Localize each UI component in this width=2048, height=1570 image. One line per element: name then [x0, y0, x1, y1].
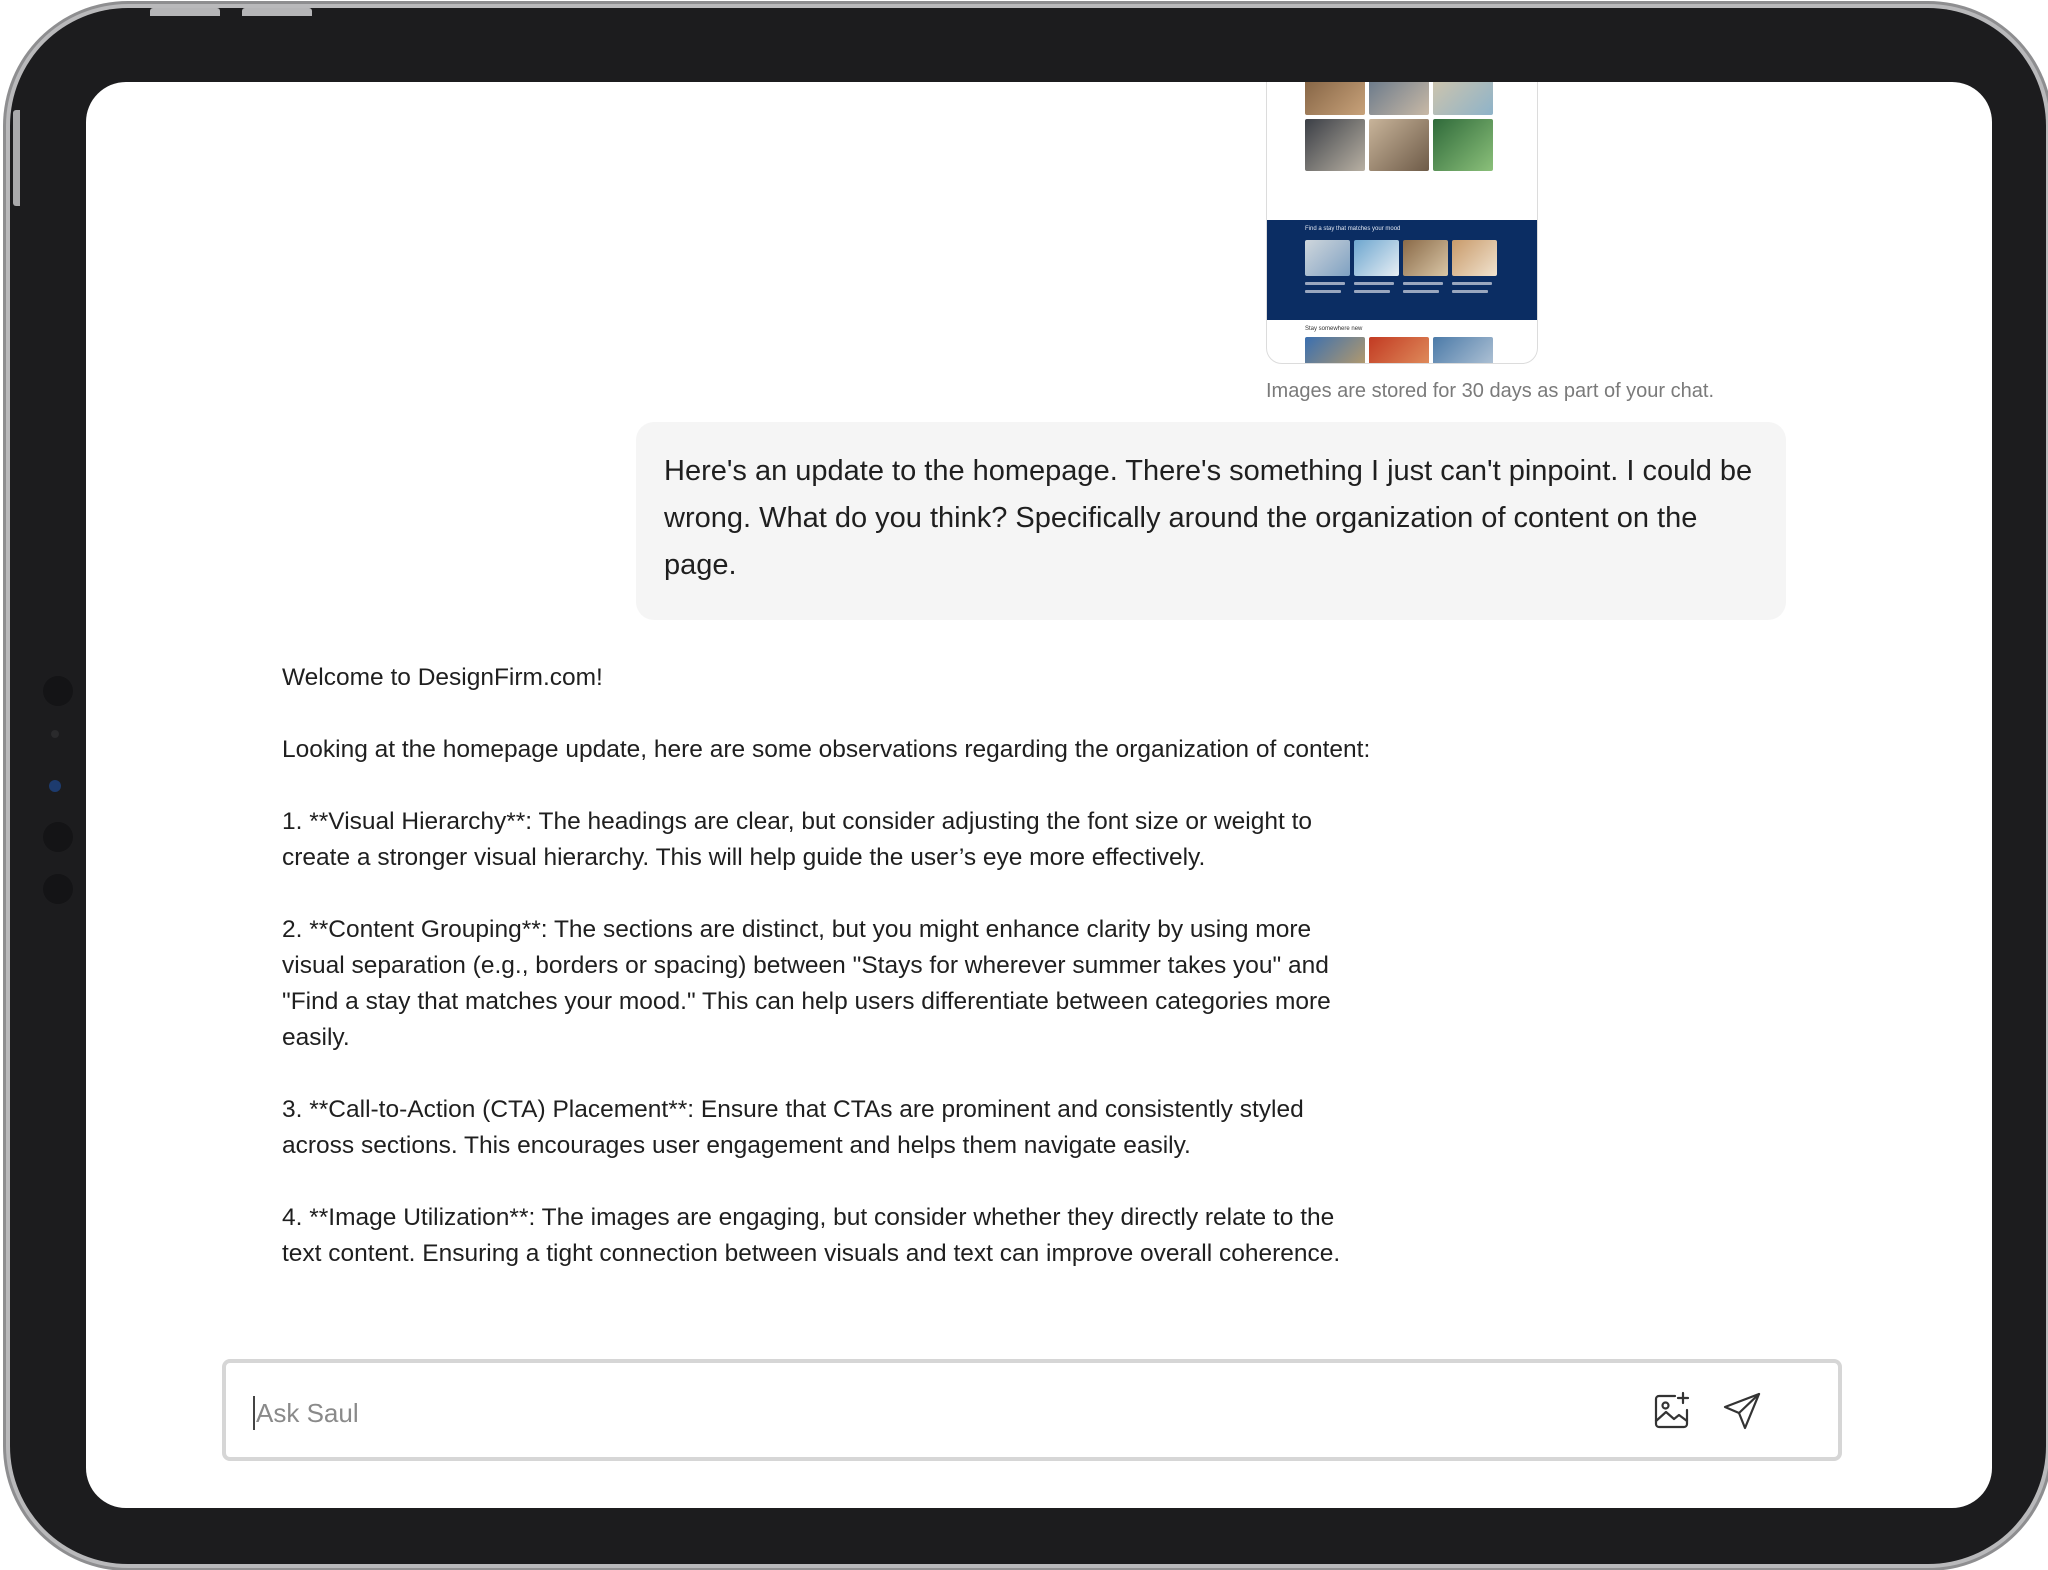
photo-tile [1433, 337, 1493, 364]
reply-point: 2. **Content Grouping**: The sections are distinct, but you might enhance clarity by using more visual separation (e.g., borders or spacing) between "Stays for wherever summer takes you" and "Find a stay that matches your mood." This can help users differentiate between categories more easily. [282, 916, 1331, 1051]
side-button [13, 110, 20, 206]
sensor [43, 874, 73, 904]
mood-grid [1305, 240, 1497, 276]
reply-intro: Looking at the homepage update, here are some observations regarding the organization of content: [282, 736, 1371, 763]
user-message-bubble: Here's an update to the homepage. There's something I just can't pinpoint. I could be wrong. What do you think? Specifically around the organization of content on the page. [636, 422, 1786, 620]
attach-image-button[interactable] [1650, 1389, 1694, 1433]
ipad-frame [10, 8, 2046, 1564]
attached-image-thumbnail[interactable] [1266, 82, 1538, 364]
destination-grid [1305, 337, 1493, 364]
image-storage-note: Images are stored for 30 days as part of your chat. [1266, 380, 1715, 402]
text-line [1403, 282, 1443, 285]
reply-point: 4. **Image Utilization**: The images are engaging, but consider whether they directly relate to the text content. Ensuring a tight connection between visuals and text can improve overall coherence. [282, 1204, 1341, 1267]
text-line [1354, 290, 1390, 293]
reply-point: 3. **Call-to-Action (CTA) Placement**: Ensure that CTAs are prominent and consistently styled across sections. This encourages user engagement and helps them navigate easily. [282, 1096, 1304, 1159]
mood-heading: Find a stay that matches your mood [1305, 226, 1401, 232]
mood-section-band [1267, 220, 1537, 320]
assistant-message [282, 660, 1372, 1308]
photo-tile [1354, 240, 1399, 276]
reply-greeting: Welcome to DesignFirm.com! [282, 664, 603, 691]
sensor [51, 730, 59, 738]
top-button [242, 8, 312, 16]
chat-input[interactable] [254, 1387, 1638, 1439]
top-button [150, 8, 220, 16]
photo-tile [1305, 119, 1365, 171]
text-line [1305, 290, 1341, 293]
message-composer [222, 1359, 1842, 1461]
photo-tile [1452, 240, 1497, 276]
photo-tile [1369, 119, 1429, 171]
text-line [1403, 290, 1439, 293]
sensor [43, 822, 73, 852]
photo-tile [1305, 240, 1350, 276]
somewhere-heading: Stay somewhere new [1305, 326, 1363, 332]
add-image-icon [1651, 1390, 1693, 1432]
reply-point: 1. **Visual Hierarchy**: The headings are clear, but consider adjusting the font size or weight to create a stronger visual hierarchy. This will help guide the user’s eye more effectively. [282, 808, 1313, 871]
photo-tile [1433, 119, 1493, 171]
front-camera [49, 780, 61, 792]
photo-tile [1369, 82, 1429, 115]
photo-tile [1305, 82, 1365, 115]
text-caret [253, 1396, 255, 1430]
text-line [1452, 290, 1488, 293]
photo-tile [1369, 337, 1429, 364]
text-line [1305, 282, 1345, 285]
send-icon [1721, 1390, 1763, 1432]
photo-tile [1305, 337, 1365, 364]
send-button[interactable] [1720, 1389, 1764, 1433]
text-line [1452, 282, 1492, 285]
photo-tile [1433, 82, 1493, 115]
chat-screen [86, 82, 1992, 1508]
image-grid [1305, 82, 1493, 171]
photo-tile [1403, 240, 1448, 276]
text-line [1354, 282, 1394, 285]
sensor [43, 676, 73, 706]
